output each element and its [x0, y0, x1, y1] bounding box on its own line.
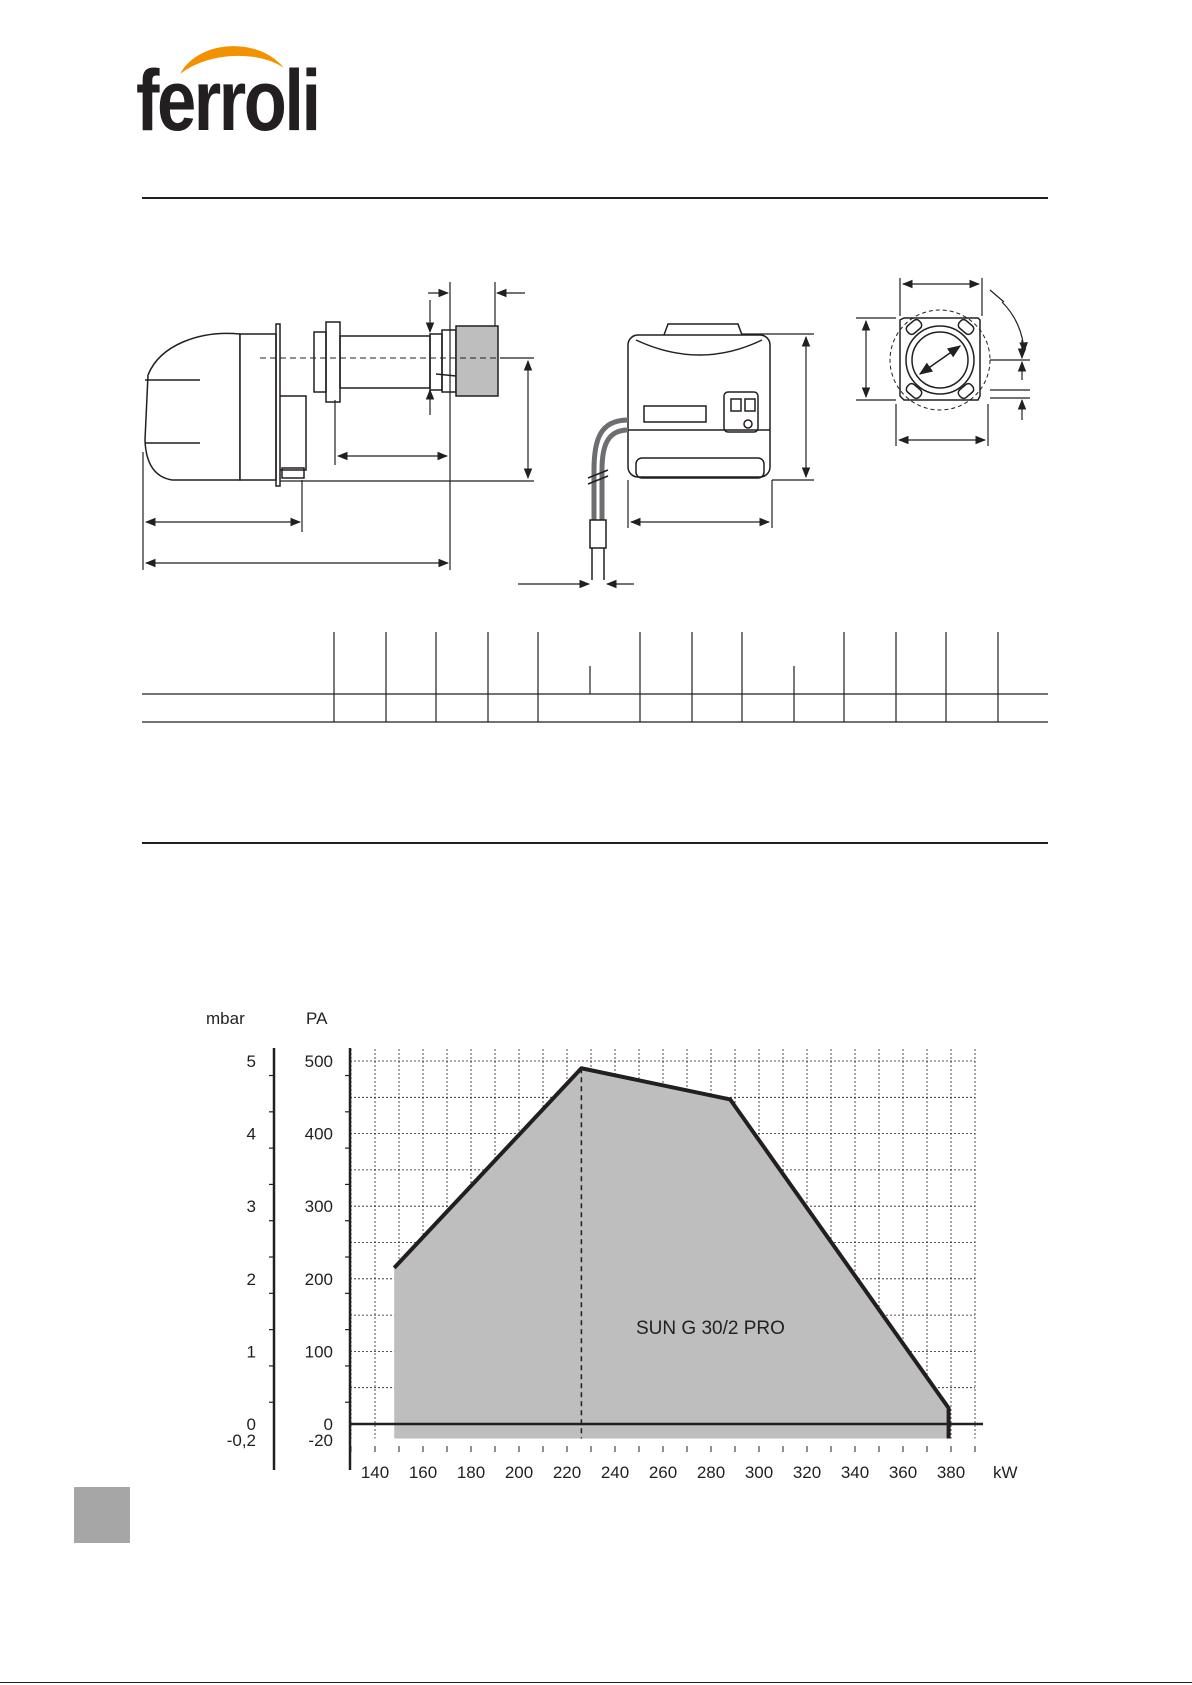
kw-tick-label: 140 — [360, 1463, 390, 1482]
burner-front-view — [588, 324, 770, 580]
working-range-chart — [206, 1009, 1018, 1482]
kw-tick-label: 360 — [888, 1463, 918, 1482]
pa-axis-label: PA — [306, 1009, 328, 1028]
mbar-tick-label: 1 — [246, 1342, 256, 1362]
mbar-axis-label: mbar — [206, 1009, 245, 1028]
kw-tick-label: 340 — [840, 1463, 870, 1482]
pa-tick-label: 500 — [304, 1052, 333, 1071]
kw-tick-label: 160 — [408, 1463, 438, 1482]
pa-tick-label: 200 — [304, 1269, 333, 1289]
pa-tick-label: -20 — [308, 1431, 333, 1450]
page-bottom-line — [0, 1682, 1192, 1683]
kw-tick-label: 220 — [552, 1463, 582, 1482]
pa-tick-label: 0 — [323, 1415, 333, 1434]
pa-tick-label: 400 — [304, 1124, 333, 1144]
working-range-area — [394, 1068, 948, 1438]
pa-tick-label: 100 — [304, 1342, 333, 1362]
kw-axis-label: kW — [993, 1463, 1018, 1482]
mbar-tick-label: 2 — [246, 1269, 256, 1289]
series-label: SUN G 30/2 PRO — [636, 1318, 785, 1339]
kw-tick-label: 380 — [936, 1463, 966, 1482]
burner-side-view — [145, 322, 530, 486]
mbar-tick-label: -0,2 — [226, 1431, 256, 1450]
kw-tick-label: 280 — [696, 1463, 726, 1482]
kw-tick-label: 260 — [648, 1463, 678, 1482]
pa-tick-label: 300 — [304, 1197, 333, 1217]
kw-tick-label: 320 — [792, 1463, 822, 1482]
kw-tick-label: 180 — [456, 1463, 486, 1482]
mbar-tick-label: 5 — [246, 1052, 256, 1071]
mbar-tick-label: 3 — [246, 1197, 256, 1217]
kw-tick-label: 200 — [504, 1463, 534, 1482]
kw-tick-label: 240 — [600, 1463, 630, 1482]
flange-view — [890, 310, 990, 410]
dimensions-table — [142, 632, 1048, 722]
logo-wordmark: ferroli — [136, 53, 319, 149]
mbar-tick-label: 4 — [246, 1124, 256, 1144]
page-tab-marker — [74, 1487, 130, 1543]
kw-tick-label: 300 — [744, 1463, 774, 1482]
mbar-tick-label: 0 — [246, 1415, 256, 1434]
